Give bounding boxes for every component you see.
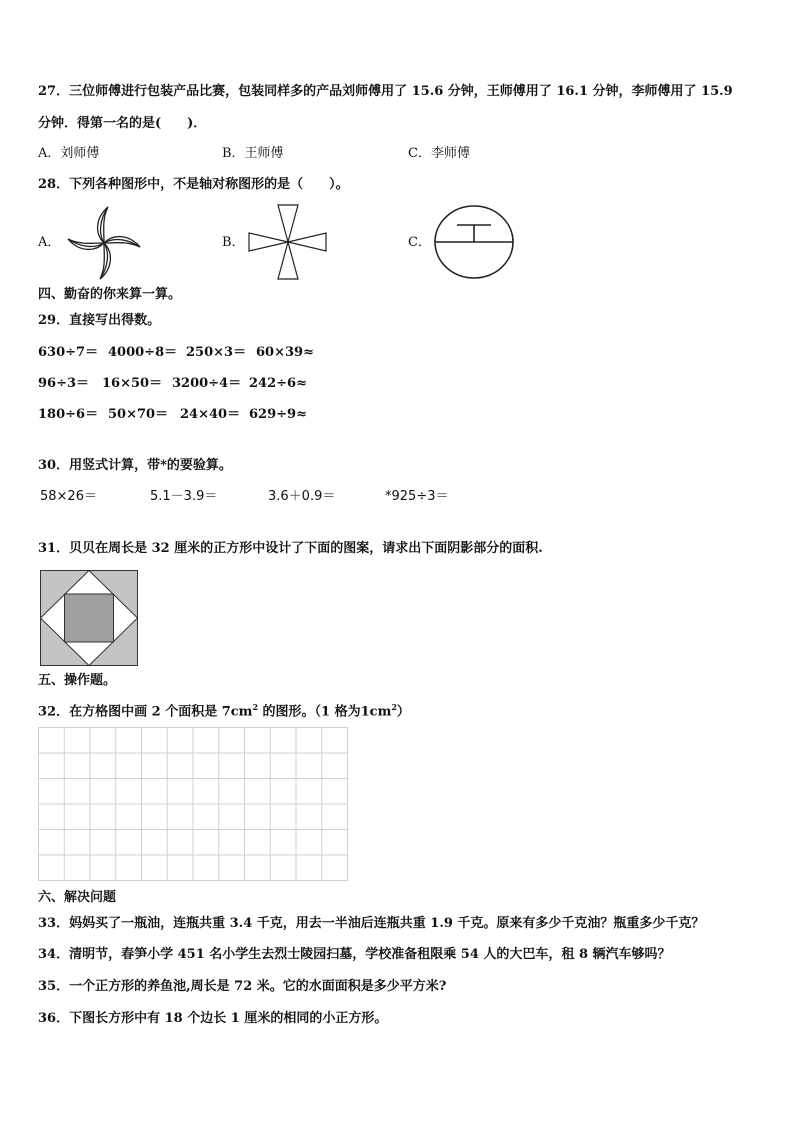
cross-triangles-figure [248, 203, 328, 281]
q36-text: 36．下图长方形中有 18 个边长 1 厘米的相同的小正方形。 [38, 1011, 388, 1026]
q29-item: 242÷6≈ [249, 376, 307, 391]
q29-item: 96÷3＝ [38, 376, 90, 391]
q28-option-c-label: C． [408, 235, 431, 250]
q35-text: 35．一个正方形的养鱼池,周长是 72 米。它的水面面积是多少平方米? [38, 979, 447, 994]
shaded-square-figure [40, 570, 138, 666]
q29-item: 250×3＝ [186, 345, 247, 360]
q27-stem-line2: 分钟．得第一名的是( )． [38, 116, 207, 131]
pinwheel-figure [64, 203, 144, 283]
q27-option-a: A．刘师傅 [38, 146, 100, 161]
section-5-heading: 五、操作题。 [38, 673, 117, 688]
q29-item: 3200÷4＝ [172, 376, 242, 391]
circle-figure [433, 204, 515, 280]
q28-stem: 28．下列各种图形中，不是轴对称图形的是（ ）。 [38, 177, 349, 192]
q28-option-b-label: B． [222, 235, 245, 250]
q27-option-c: C．李师傅 [408, 146, 470, 161]
q28-option-a-label: A． [38, 235, 61, 250]
q29-stem: 29．直接写出得数。 [38, 313, 161, 328]
q29-item: 16×50＝ [102, 376, 163, 391]
q30-item: 58×26＝ [40, 489, 97, 504]
q29-item: 4000÷8＝ [108, 345, 178, 360]
q31-stem: 31．贝贝在周长是 32 厘米的正方形中设计了下面的图案，请求出下面阴影部分的面积. [38, 541, 543, 556]
q27-stem-line1: 27．三位师傅进行包装产品比赛，包装同样多的产品刘师傅用了 15.6 分钟，王师傅用了 16.1 分钟，李师傅用了 15.9 [38, 84, 733, 99]
q33-text: 33．妈妈买了一瓶油，连瓶共重 3.4 千克，用去一半油后连瓶共重 1.9 千克。原来有多少千克油？瓶重多少千克？ [38, 916, 705, 931]
q30-item: 3.6＋0.9＝ [268, 489, 336, 504]
q29-item: 60×39≈ [256, 345, 314, 360]
q30-item: *925÷3＝ [385, 489, 449, 504]
q29-item: 629÷9≈ [249, 407, 307, 422]
q27-option-b: B．王师傅 [222, 146, 284, 161]
q29-item: 24×40＝ [180, 407, 241, 422]
section-4-heading: 四、勤奋的你来算一算。 [38, 287, 182, 302]
q34-text: 34．清明节，春笋小学 451 名小学生去烈士陵园扫墓，学校准备租限乘 54 人的大巴车，租 8 辆汽车够吗？ [38, 947, 671, 962]
section-6-heading: 六、解决问题 [38, 890, 117, 905]
q29-item: 630÷7＝ [38, 345, 99, 360]
q32-stem: 32．在方格图中画 2 个面积是 $7cm^2$ 的图形。（1 格为$1cm^2$） [38, 702, 410, 720]
square-grid[interactable] [38, 727, 348, 881]
q30-item: 5.1－3.9＝ [150, 489, 218, 504]
q30-stem: 30．用竖式计算，带*的要验算。 [38, 458, 232, 473]
q29-item: 180÷6＝ [38, 407, 99, 422]
q29-item: 50×70＝ [108, 407, 169, 422]
